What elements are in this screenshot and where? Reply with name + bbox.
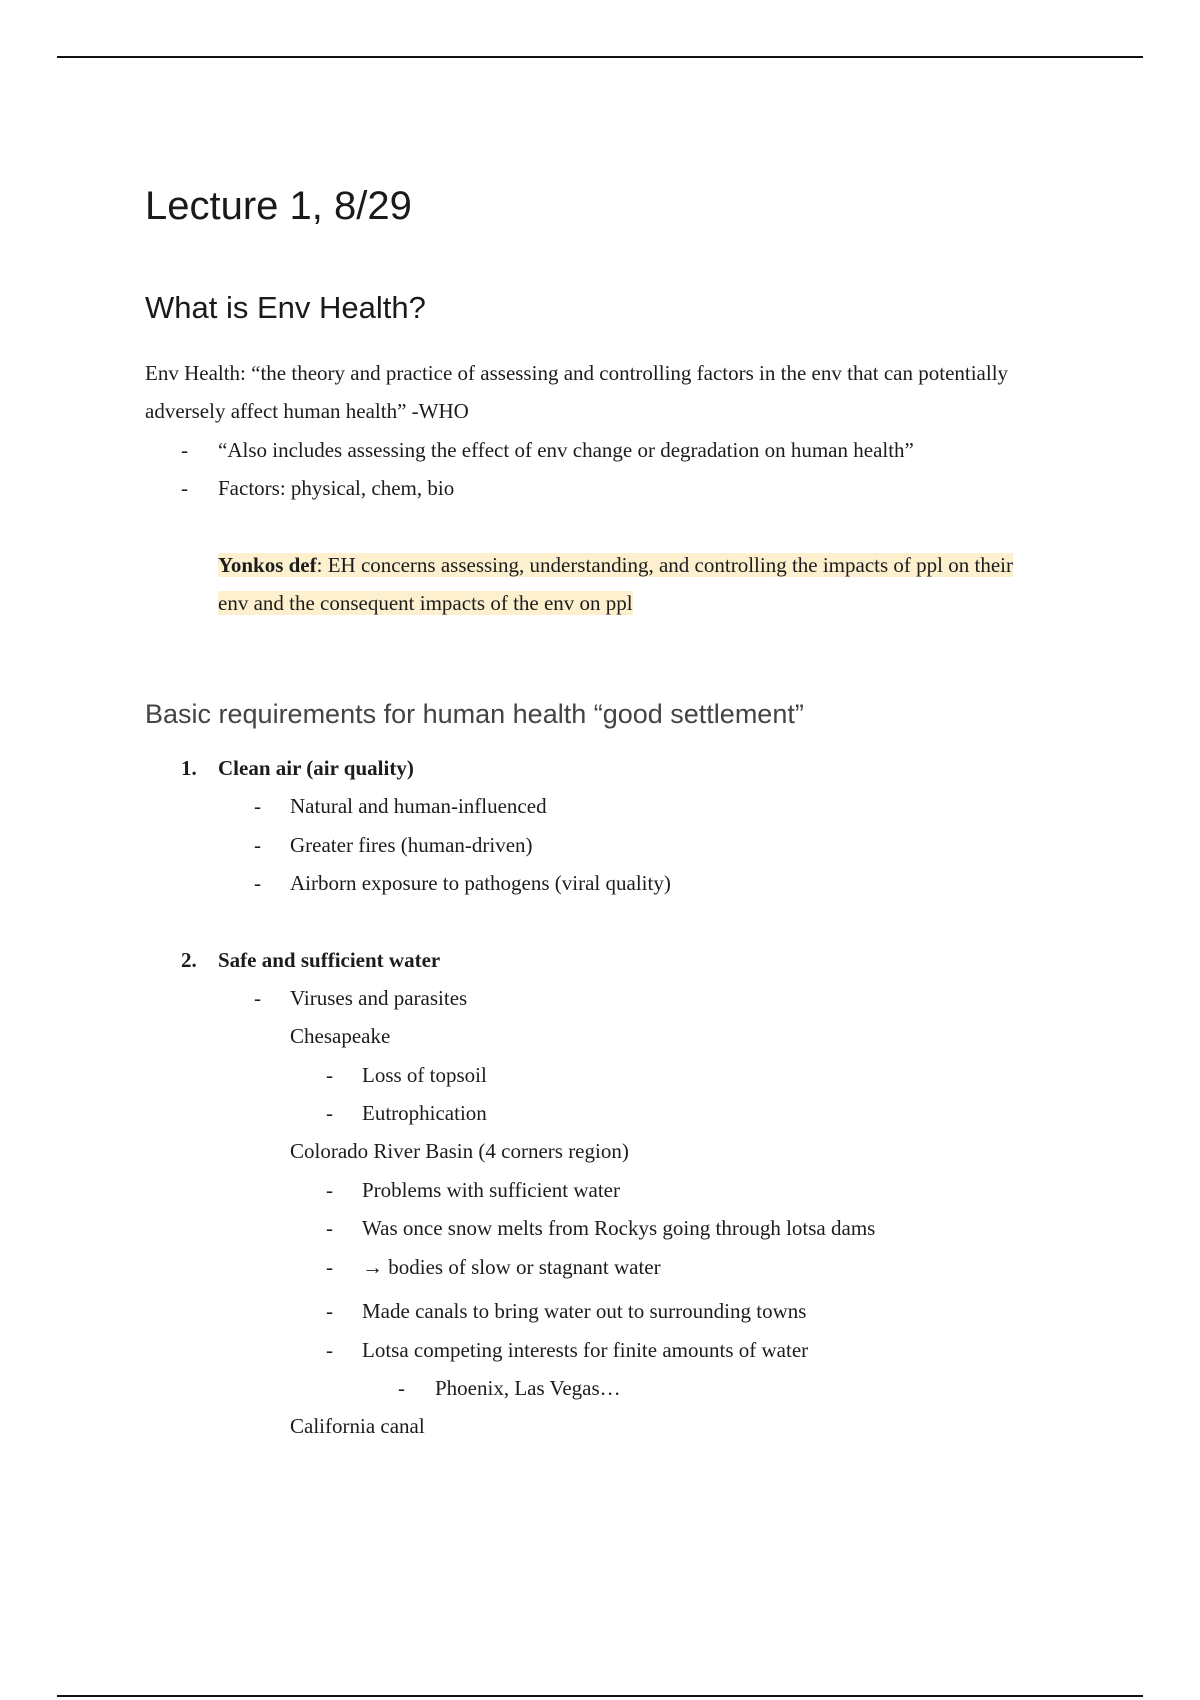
list-item: Was once snow melts from Rockys going through lotsa dams [362,1216,876,1240]
list-item: Factors: physical, chem, bio [218,476,455,500]
bullet-dash: - [254,986,261,1010]
list-item: Loss of topsoil [362,1063,487,1087]
yonkos-text-1: : EH concerns assessing, understanding, and controlling the impacts of ppl on their [316,553,1013,577]
section-heading-basic-requirements: Basic requirements for human health “good settlement” [145,699,804,729]
bullet-dash: - [181,438,188,462]
bullet-dash: - [181,476,188,500]
list-number: 2. [181,948,197,972]
list-item: Airborn exposure to pathogens (viral quality) [290,871,671,895]
california-canal-label: California canal [290,1414,425,1438]
bullet-dash: - [326,1299,333,1323]
list-item: Viruses and parasites [290,986,468,1010]
bullet-dash: - [326,1101,333,1125]
bullet-dash: - [326,1216,333,1240]
colorado-label: Colorado River Basin (4 corners region) [290,1139,629,1163]
requirement-water: Safe and sufficient water [218,948,441,972]
chesapeake-label: Chesapeake [290,1024,391,1048]
bullet-dash: - [254,833,261,857]
definition-line-2: adversely affect human health” -WHO [145,399,469,423]
list-item: Made canals to bring water out to surrounding towns [362,1299,807,1323]
yonkos-definition-line-1 [218,551,1013,579]
definition-line-1: Env Health: “the theory and practice of assessing and controlling factors in the env that can potentially [145,361,1009,385]
list-item: Greater fires (human-driven) [290,833,533,857]
bullet-dash: - [326,1338,333,1362]
list-item: Natural and human-influenced [290,794,547,818]
section-heading-env-health: What is Env Health? [145,290,426,325]
bottom-rule [57,1695,1143,1697]
bullet-dash: - [326,1255,333,1279]
list-item: → bodies of slow or stagnant water [362,1255,661,1279]
yonkos-definition-line-2 [218,589,633,617]
list-item: “Also includes assessing the effect of env change or degradation on human health” [218,438,914,462]
yonkos-text-2: env and the consequent impacts of the env on ppl [218,591,633,615]
bullet-dash: - [398,1376,405,1400]
list-item: Eutrophication [362,1101,487,1125]
page-title: Lecture 1, 8/29 [145,184,412,228]
bullet-dash: - [326,1178,333,1202]
requirement-clean-air: Clean air (air quality) [218,756,414,780]
list-item: Problems with sufficient water [362,1178,620,1202]
list-item: Lotsa competing interests for finite amounts of water [362,1338,809,1362]
list-item: Phoenix, Las Vegas… [435,1376,621,1400]
yonkos-label: Yonkos def [218,553,317,577]
bullet-dash: - [326,1063,333,1087]
bullet-dash: - [254,871,261,895]
bullet-dash: - [254,794,261,818]
list-number: 1. [181,756,197,780]
top-rule [57,56,1143,58]
